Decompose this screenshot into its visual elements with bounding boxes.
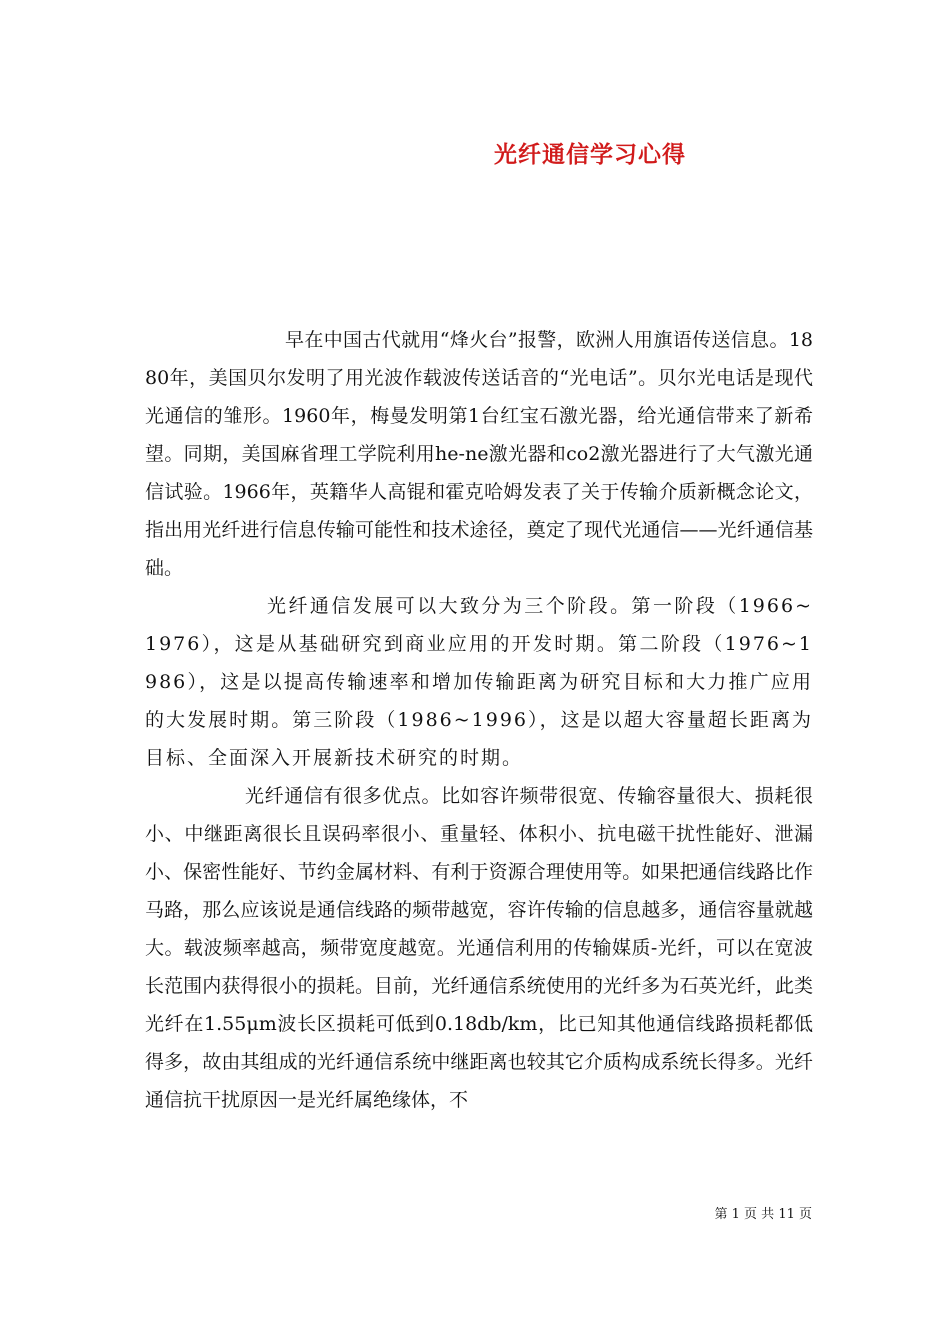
page-number-footer: 第 1 页 共 11 页: [714, 1207, 812, 1222]
paragraph-stages: 光纤通信发展可以大致分为三个阶段。第一阶段（1966~1976），这是从基础研究到商业应用的开发时期。第二阶段（1976~1986），这是以提高传输速率和增加传输距离为研究目标和大力推广应用的大发展时期。第三阶段（1986~1996），这是以超大容量超长距离为目标、全面深入开展新技术研究的时期。: [145, 595, 813, 769]
paragraph-advantages: 光纤通信有很多优点。比如容许频带很宽、传输容量很大、损耗很小、中继距离很长且误码率很小、重量轻、体积小、抗电磁干扰性能好、泄漏小、保密性能好、节约金属材料、有利于资源合理使用等。如果把通信线路比作马路，那么应该说是通信线路的频带越宽，容许传输的信息越多，通信容量就越大。载波频率越高，频带宽度越宽。光通信利用的传输媒质-光纤，可以在宽波长范围内获得很小的损耗。目前，光纤通信系统使用的光纤多为石英光纤，此类光纤在1.55μm波长区损耗可低到0.18db/km，比已知其他通信线路损耗都低得多，故由其组成的光纤通信系统中继距离也较其它介质构成系统长得多。光纤通信抗干扰原因一是光纤属绝缘体，不: [145, 785, 813, 1111]
document-body: [145, 321, 813, 1119]
document-title: 光纤通信学习心得: [494, 141, 686, 168]
paragraph-history: 早在中国古代就用“烽火台”报警，欧洲人用旗语传送信息。1880年，美国贝尔发明了用光波作载波传送话音的“光电话”。贝尔光电话是现代光通信的雏形。1960年，梅曼发明第1台红宝石激光器，给光通信带来了新希望。同期，美国麻省理工学院利用he-ne激光器和co2激光器进行了大气激光通信试验。1966年，英籍华人高锟和霍克哈姆发表了关于传输介质新概念论文，指出用光纤进行信息传输可能性和技术途径，奠定了现代光通信——光纤通信基础。: [145, 329, 813, 579]
